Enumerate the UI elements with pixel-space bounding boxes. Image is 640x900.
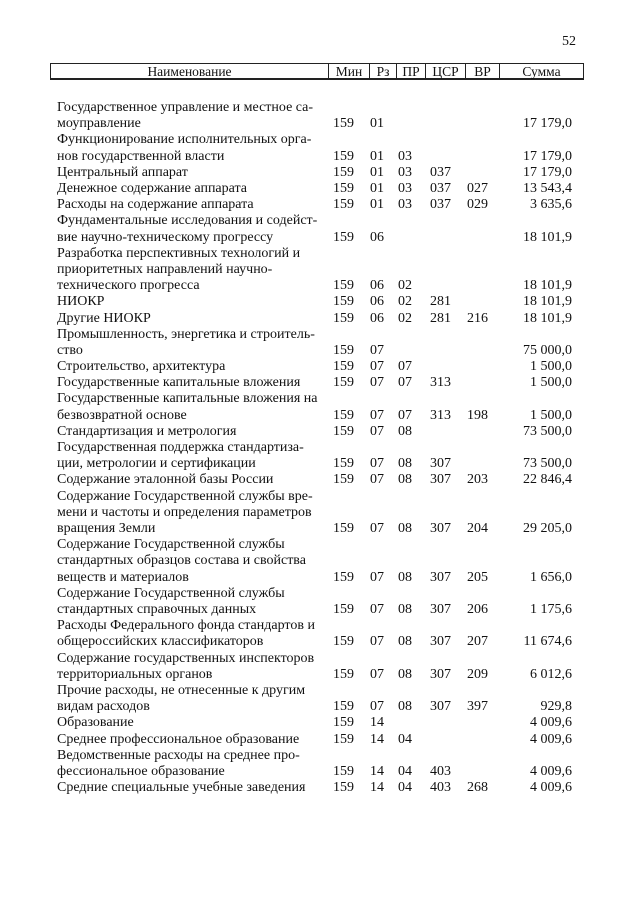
cell-min: 159 bbox=[333, 666, 354, 682]
header-sum: Сумма bbox=[499, 64, 583, 79]
cell-rz: 14 bbox=[370, 715, 384, 731]
cell-min: 159 bbox=[333, 715, 354, 731]
cell-min: 159 bbox=[333, 456, 354, 472]
cell-rz: 07 bbox=[370, 472, 384, 488]
header-vr: ВР bbox=[465, 64, 499, 79]
row-name-line: Государственные капитальные вложения на bbox=[57, 391, 318, 407]
cell-csr: 403 bbox=[430, 780, 451, 796]
cell-vr: 206 bbox=[467, 602, 488, 617]
table-row bbox=[0, 391, 640, 423]
row-name-line: ство bbox=[57, 342, 83, 358]
cell-min: 159 bbox=[333, 763, 354, 779]
row-name bbox=[57, 651, 325, 683]
row-name-line: Строительство, архитектура bbox=[57, 359, 226, 375]
table-row bbox=[0, 748, 640, 780]
row-name bbox=[57, 472, 325, 488]
row-name-line: видам расходов bbox=[57, 699, 150, 715]
cell-sum: 6 012,6 bbox=[530, 666, 572, 682]
cell-sum: 17 179,0 bbox=[523, 116, 572, 132]
cell-sum: 1 500,0 bbox=[530, 375, 572, 391]
row-name bbox=[57, 732, 325, 748]
cell-pr: 08 bbox=[398, 423, 412, 439]
cell-pr: 03 bbox=[398, 164, 412, 180]
table-row bbox=[0, 618, 640, 650]
row-name-line: веществ и материалов bbox=[57, 569, 189, 585]
header-name: Наименование bbox=[147, 64, 232, 79]
table-row bbox=[0, 715, 640, 731]
cell-min: 159 bbox=[333, 359, 354, 375]
table-row bbox=[0, 683, 640, 715]
row-name-line: Расходы Федерального фонда стандартов и bbox=[57, 618, 315, 634]
cell-sum: 18 101,9 bbox=[523, 294, 572, 310]
cell-rz: 07 bbox=[370, 375, 384, 391]
row-name-line: территориальных органов bbox=[57, 666, 213, 682]
table-row bbox=[0, 327, 640, 359]
cell-sum: 1 175,6 bbox=[530, 602, 572, 617]
cell-sum: 929,8 bbox=[540, 699, 572, 715]
table-row bbox=[0, 165, 640, 181]
cell-sum: 3 635,6 bbox=[530, 197, 572, 213]
row-name-line: Расходы на содержание аппарата bbox=[57, 197, 254, 213]
cell-rz: 14 bbox=[370, 780, 384, 796]
page-number: 52 bbox=[562, 34, 576, 49]
row-name-line: нов государственной власти bbox=[57, 148, 225, 164]
cell-sum: 18 101,9 bbox=[523, 229, 572, 245]
cell-min: 159 bbox=[333, 569, 354, 585]
cell-csr: 307 bbox=[430, 456, 451, 472]
cell-min: 159 bbox=[333, 634, 354, 650]
row-name-line: общероссийских классификаторов bbox=[57, 634, 264, 650]
cell-rz: 14 bbox=[370, 763, 384, 779]
table-row bbox=[0, 132, 640, 164]
row-name bbox=[57, 391, 325, 423]
row-name bbox=[57, 375, 325, 391]
cell-min: 159 bbox=[333, 278, 354, 294]
header-rz: Рз bbox=[369, 64, 396, 79]
cell-min: 159 bbox=[333, 699, 354, 715]
cell-vr: 397 bbox=[467, 699, 488, 715]
table-row bbox=[0, 586, 640, 618]
row-name bbox=[57, 715, 325, 731]
cell-rz: 07 bbox=[370, 521, 384, 537]
row-name bbox=[57, 100, 325, 132]
row-name-line: Другие НИОКР bbox=[57, 310, 151, 326]
cell-rz: 07 bbox=[370, 634, 384, 650]
cell-sum: 17 179,0 bbox=[523, 164, 572, 180]
cell-sum: 4 009,6 bbox=[530, 763, 572, 779]
table-row bbox=[0, 732, 640, 748]
row-name bbox=[57, 780, 325, 796]
cell-sum: 1 500,0 bbox=[530, 407, 572, 423]
cell-pr: 08 bbox=[398, 602, 412, 617]
cell-min: 159 bbox=[333, 310, 354, 326]
cell-vr: 209 bbox=[467, 666, 488, 682]
cell-sum: 1 656,0 bbox=[530, 569, 572, 585]
cell-rz: 06 bbox=[370, 229, 384, 245]
row-name bbox=[57, 197, 325, 213]
cell-rz: 07 bbox=[370, 359, 384, 375]
cell-min: 159 bbox=[333, 521, 354, 537]
cell-vr: 203 bbox=[467, 472, 488, 488]
cell-csr: 307 bbox=[430, 569, 451, 585]
table-row bbox=[0, 537, 640, 586]
row-name-line: Центральный аппарат bbox=[57, 164, 188, 180]
row-name-line: Государственная поддержка стандартиза- bbox=[57, 440, 304, 456]
row-name bbox=[57, 424, 325, 440]
cell-sum: 75 000,0 bbox=[523, 342, 572, 358]
cell-rz: 01 bbox=[370, 148, 384, 164]
cell-csr: 037 bbox=[430, 197, 451, 213]
cell-csr: 313 bbox=[430, 407, 451, 423]
cell-csr: 037 bbox=[430, 164, 451, 180]
cell-pr: 08 bbox=[398, 472, 412, 488]
cell-rz: 07 bbox=[370, 666, 384, 682]
cell-rz: 01 bbox=[370, 180, 384, 196]
row-name bbox=[57, 246, 325, 295]
cell-sum: 13 543,4 bbox=[523, 180, 572, 196]
cell-rz: 01 bbox=[370, 116, 384, 132]
cell-csr: 307 bbox=[430, 472, 451, 488]
cell-rz: 01 bbox=[370, 164, 384, 180]
cell-pr: 03 bbox=[398, 197, 412, 213]
cell-rz: 01 bbox=[370, 197, 384, 213]
cell-sum: 4 009,6 bbox=[530, 715, 572, 731]
table-row bbox=[0, 294, 640, 310]
cell-vr: 029 bbox=[467, 197, 488, 213]
cell-min: 159 bbox=[333, 164, 354, 180]
row-name-line: Разработка перспективных технологий и bbox=[57, 245, 301, 261]
cell-csr: 281 bbox=[430, 294, 451, 310]
cell-sum: 73 500,0 bbox=[523, 456, 572, 472]
cell-csr: 037 bbox=[430, 180, 451, 196]
cell-pr: 04 bbox=[398, 780, 412, 796]
cell-rz: 07 bbox=[370, 602, 384, 617]
row-name bbox=[57, 294, 325, 310]
header-min: Мин bbox=[328, 64, 369, 79]
cell-rz: 14 bbox=[370, 731, 384, 747]
row-name-line: Образование bbox=[57, 715, 134, 731]
cell-vr: 027 bbox=[467, 180, 488, 196]
cell-sum: 22 846,4 bbox=[523, 472, 572, 488]
cell-vr: 216 bbox=[467, 310, 488, 326]
cell-rz: 07 bbox=[370, 407, 384, 423]
table-row bbox=[0, 181, 640, 197]
cell-pr: 07 bbox=[398, 407, 412, 423]
table-row bbox=[0, 375, 640, 391]
row-name-line: технического прогресса bbox=[57, 278, 200, 294]
row-name-line: Содержание Государственной службы bbox=[57, 585, 285, 601]
cell-vr: 204 bbox=[467, 521, 488, 537]
cell-pr: 04 bbox=[398, 731, 412, 747]
cell-min: 159 bbox=[333, 116, 354, 132]
row-name bbox=[57, 683, 325, 715]
cell-rz: 07 bbox=[370, 569, 384, 585]
cell-min: 159 bbox=[333, 375, 354, 391]
cell-rz: 06 bbox=[370, 294, 384, 310]
cell-min: 159 bbox=[333, 407, 354, 423]
cell-pr: 08 bbox=[398, 569, 412, 585]
cell-pr: 04 bbox=[398, 763, 412, 779]
cell-pr: 02 bbox=[398, 310, 412, 326]
table-row bbox=[0, 359, 640, 375]
cell-rz: 07 bbox=[370, 699, 384, 715]
table-row bbox=[0, 440, 640, 472]
cell-vr: 205 bbox=[467, 569, 488, 585]
cell-min: 159 bbox=[333, 472, 354, 488]
table-row bbox=[0, 246, 640, 295]
cell-csr: 307 bbox=[430, 699, 451, 715]
cell-pr: 07 bbox=[398, 359, 412, 375]
row-name-line: ции, метрологии и сертификации bbox=[57, 456, 256, 472]
table-row bbox=[0, 780, 640, 796]
cell-rz: 06 bbox=[370, 310, 384, 326]
table-row bbox=[0, 489, 640, 538]
cell-vr: 268 bbox=[467, 780, 488, 796]
cell-min: 159 bbox=[333, 229, 354, 245]
row-name-line: Средние специальные учебные заведения bbox=[57, 780, 306, 796]
table-row bbox=[0, 100, 640, 132]
row-name bbox=[57, 359, 325, 375]
cell-pr: 08 bbox=[398, 699, 412, 715]
cell-csr: 307 bbox=[430, 602, 451, 617]
table-row bbox=[0, 213, 640, 245]
row-name bbox=[57, 440, 325, 472]
cell-pr: 03 bbox=[398, 148, 412, 164]
cell-pr: 08 bbox=[398, 634, 412, 650]
cell-min: 159 bbox=[333, 148, 354, 164]
row-name bbox=[57, 311, 325, 327]
cell-csr: 403 bbox=[430, 763, 451, 779]
cell-min: 159 bbox=[333, 731, 354, 747]
cell-sum: 17 179,0 bbox=[523, 148, 572, 164]
row-name-line: Промышленность, энергетика и строитель- bbox=[57, 326, 315, 342]
cell-pr: 08 bbox=[398, 521, 412, 537]
table-body bbox=[0, 100, 640, 796]
row-name-line: Государственное управление и местное са- bbox=[57, 100, 314, 115]
cell-min: 159 bbox=[333, 602, 354, 617]
cell-vr: 207 bbox=[467, 634, 488, 650]
row-name-line: Содержание Государственной службы bbox=[57, 537, 285, 553]
cell-min: 159 bbox=[333, 423, 354, 439]
cell-rz: 06 bbox=[370, 278, 384, 294]
cell-min: 159 bbox=[333, 780, 354, 796]
cell-vr: 198 bbox=[467, 407, 488, 423]
row-name-line: Денежное содержание аппарата bbox=[57, 180, 248, 196]
cell-pr: 03 bbox=[398, 180, 412, 196]
row-name bbox=[57, 132, 325, 164]
cell-csr: 307 bbox=[430, 666, 451, 682]
row-name-line: Содержание государственных инспекторов bbox=[57, 650, 315, 666]
table-row bbox=[0, 472, 640, 488]
row-name bbox=[57, 327, 325, 359]
row-name-line: Функционирование исполнительных орга- bbox=[57, 132, 312, 148]
row-name-line: приоритетных направлений научно- bbox=[57, 261, 273, 277]
row-name bbox=[57, 489, 325, 538]
row-name-line: вращения Земли bbox=[57, 521, 156, 537]
table-row bbox=[0, 311, 640, 327]
cell-pr: 07 bbox=[398, 375, 412, 391]
cell-sum: 73 500,0 bbox=[523, 423, 572, 439]
cell-min: 159 bbox=[333, 342, 354, 358]
cell-rz: 07 bbox=[370, 423, 384, 439]
cell-sum: 1 500,0 bbox=[530, 359, 572, 375]
cell-csr: 307 bbox=[430, 634, 451, 650]
cell-sum: 4 009,6 bbox=[530, 780, 572, 796]
cell-pr: 02 bbox=[398, 294, 412, 310]
cell-csr: 307 bbox=[430, 521, 451, 537]
row-name-line: Прочие расходы, не отнесенные к другим bbox=[57, 682, 306, 698]
row-name-line: Государственные капитальные вложения bbox=[57, 375, 301, 391]
row-name-line: Стандартизация и метрология bbox=[57, 423, 237, 439]
row-name-line: безвозвратной основе bbox=[57, 407, 187, 423]
cell-min: 159 bbox=[333, 197, 354, 213]
cell-pr: 08 bbox=[398, 666, 412, 682]
row-name-line: Содержание эталонной базы России bbox=[57, 472, 274, 488]
row-name bbox=[57, 618, 325, 650]
table-row bbox=[0, 424, 640, 440]
cell-rz: 07 bbox=[370, 342, 384, 358]
row-name-line: мени и частоты и определения параметров bbox=[57, 504, 312, 520]
row-name-line: фессиональное образование bbox=[57, 763, 225, 779]
cell-csr: 313 bbox=[430, 375, 451, 391]
row-name-line: стандартных образцов состава и свойства bbox=[57, 553, 306, 569]
cell-sum: 29 205,0 bbox=[523, 521, 572, 537]
row-name-line: моуправление bbox=[57, 116, 141, 132]
row-name-line: вие научно-техническому прогрессу bbox=[57, 229, 274, 245]
table-row bbox=[0, 197, 640, 213]
cell-pr: 08 bbox=[398, 456, 412, 472]
row-name bbox=[57, 165, 325, 181]
table-row bbox=[0, 651, 640, 683]
row-name bbox=[57, 586, 325, 618]
cell-csr: 281 bbox=[430, 310, 451, 326]
cell-sum: 11 674,6 bbox=[523, 634, 572, 650]
cell-min: 159 bbox=[333, 294, 354, 310]
cell-min: 159 bbox=[333, 180, 354, 196]
row-name-line: Содержание Государственной службы вре- bbox=[57, 488, 313, 504]
header-csr: ЦСР bbox=[425, 64, 465, 79]
row-name-line: стандартных справочных данных bbox=[57, 602, 257, 618]
row-name bbox=[57, 181, 325, 197]
row-name-line: Ведомственные расходы на среднее про- bbox=[57, 747, 300, 763]
cell-sum: 18 101,9 bbox=[523, 278, 572, 294]
cell-sum: 4 009,6 bbox=[530, 731, 572, 747]
row-name bbox=[57, 748, 325, 780]
row-name-line: Среднее профессиональное образование bbox=[57, 731, 300, 747]
cell-sum: 18 101,9 bbox=[523, 310, 572, 326]
row-name-line: НИОКР bbox=[57, 294, 105, 310]
table-header bbox=[50, 63, 584, 80]
row-name-line: Фундаментальные исследования и содейст- bbox=[57, 213, 318, 229]
cell-rz: 07 bbox=[370, 456, 384, 472]
cell-pr: 02 bbox=[398, 278, 412, 294]
row-name bbox=[57, 537, 325, 586]
header-pr: ПР bbox=[396, 64, 425, 79]
row-name bbox=[57, 213, 325, 245]
